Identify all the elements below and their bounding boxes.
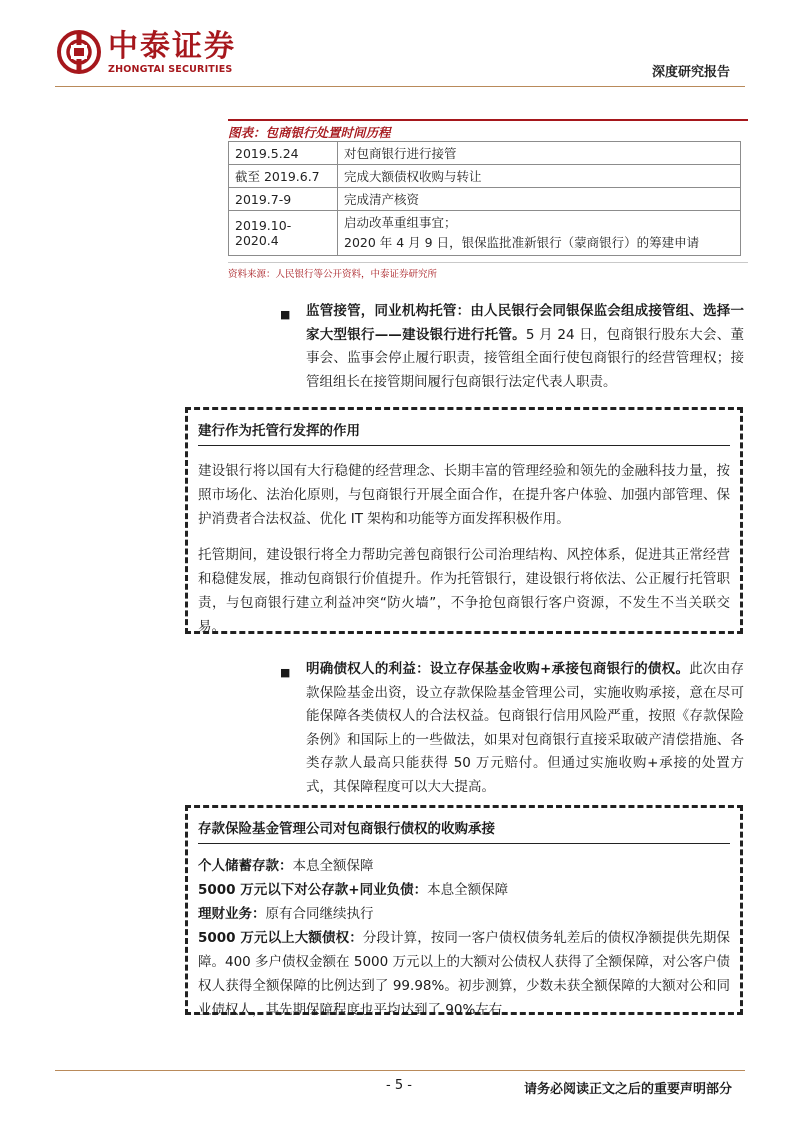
box-list [198,854,730,1022]
company-logo-icon [57,30,101,74]
table-title: 图表：包商银行处置时间历程 [228,125,391,140]
table-cell-event [338,211,741,256]
list-item-text: 本息全额保障 [292,858,374,874]
report-type-label: 深度研究报告 [652,65,731,80]
list-item-label: 5000 万元以下对公存款+同业负债： [198,882,428,898]
bullet-paragraph [306,658,744,799]
logo-chinese-name: 中泰证券 [108,29,236,64]
list-item-label: 5000 万元以上大额债权： [198,930,363,946]
box-title-rule [198,843,730,844]
box-paragraph: 建设银行将以国有大行稳健的经营理念、长期丰富的管理经验和领先的金融科技力量，按照市场化、法治化原则，与包商银行开展全面合作，在提升客户体验、加强内部管理、保护消费者合法权益、优化 IT 架构和功能等方面发挥积极作用。 [198,463,730,527]
page-number: - 5 - [386,1078,412,1093]
list-item-label: 个人储蓄存款： [198,858,293,874]
header-divider [55,86,745,87]
event-line: 2020 年 4 月 9 日，银保监批准新银行（蒙商银行）的筹建申请 [344,235,700,250]
logo-english-name: ZHONGTAI SECURITIES [108,64,233,75]
list-item [198,926,730,1022]
table-row [229,188,741,211]
disclaimer-note: 请务必阅读正文之后的重要声明部分 [524,1082,733,1097]
table-cell-event: 完成清产核资 [338,188,741,211]
table-source-note: 资料来源：人民银行等公开资料，中泰证券研究所 [228,269,438,280]
table-row [229,211,741,256]
list-item [198,854,730,878]
event-line: 启动改革重组事宜； [344,215,457,230]
footer-divider [55,1070,745,1071]
table-cell-date: 2019.10-2020.4 [229,211,338,256]
bullet-lead: 监管接管，同业机构托管：由人民银行会同银保监会组成接管组、选择一家大型银行——建设银行进行托管。 [306,303,744,343]
table-title-rule [228,119,748,121]
bullet-marker: ■ [280,666,291,679]
box-paragraph: 托管期间，建设银行将全力帮助完善包商银行公司治理结构、风控体系，促进其正常经营和稳健发展，推动包商银行价值提升。作为托管银行，建设银行将依法、公正履行托管职责，与包商银行建立利益冲突“防火墙”，不争抢包商银行客户资源，不发生不当关联交易。 [198,547,730,635]
list-item [198,902,730,926]
list-item-label: 理财业务： [198,906,266,922]
list-item-text: 原有合同继续执行 [265,906,374,922]
box-title: 存款保险基金管理公司对包商银行债权的收购承接 [198,821,495,837]
table-row [229,142,741,165]
table-cell-event: 完成大额债权收购与转让 [338,165,741,188]
bullet-marker: ■ [280,308,291,321]
table-row [229,165,741,188]
list-item-text: 本息全额保障 [427,882,509,898]
bullet-body: 此次由存款保险基金出资，设立存款保险基金管理公司，实施收购承接，意在尽可能保障各类债权人的合法权益。包商银行信用风险严重，按照《存款保险条例》和国际上的一些做法，如果对包商银行直接采取破产清偿措施、各类存款人最高只能获得 50 万元赔付。但通过实施收购+承接的处置方式，其保障程度可以大大提高。 [306,661,745,795]
list-item [198,878,730,902]
bullet-paragraph [306,300,744,394]
list-item-text: 分段计算，按同一客户债权债务轧差后的债权净额提供先期保障。400 多户债权金额在 5000 万元以上的大额对公债权人获得了全额保障，对公客户债权人获得全额保障的比例达到了 99.98%。初步测算，少数未获全额保障的大额对公和同业债权人，其先期保障程度也平均达到了 90%左右 [198,930,730,1018]
bullet-lead: 明确债权人的利益：设立存保基金收购+承接包商银行的债权。 [306,661,690,677]
bullet-body: 5 月 24 日，包商银行股东大会、董事会、监事会停止履行职责，接管组全面行使包商银行的经营管理权；接管组组长在接管期间履行包商银行法定代表人职责。 [306,326,744,390]
box-title-rule [198,445,730,446]
timeline-table [228,141,741,256]
table-cell-event: 对包商银行进行接管 [338,142,741,165]
table-cell-date: 2019.5.24 [229,142,338,165]
box-title: 建行作为托管行发挥的作用 [198,423,360,439]
table-cell-date: 2019.7-9 [229,188,338,211]
table-cell-date: 截至 2019.6.7 [229,165,338,188]
table-bottom-rule [228,262,748,263]
